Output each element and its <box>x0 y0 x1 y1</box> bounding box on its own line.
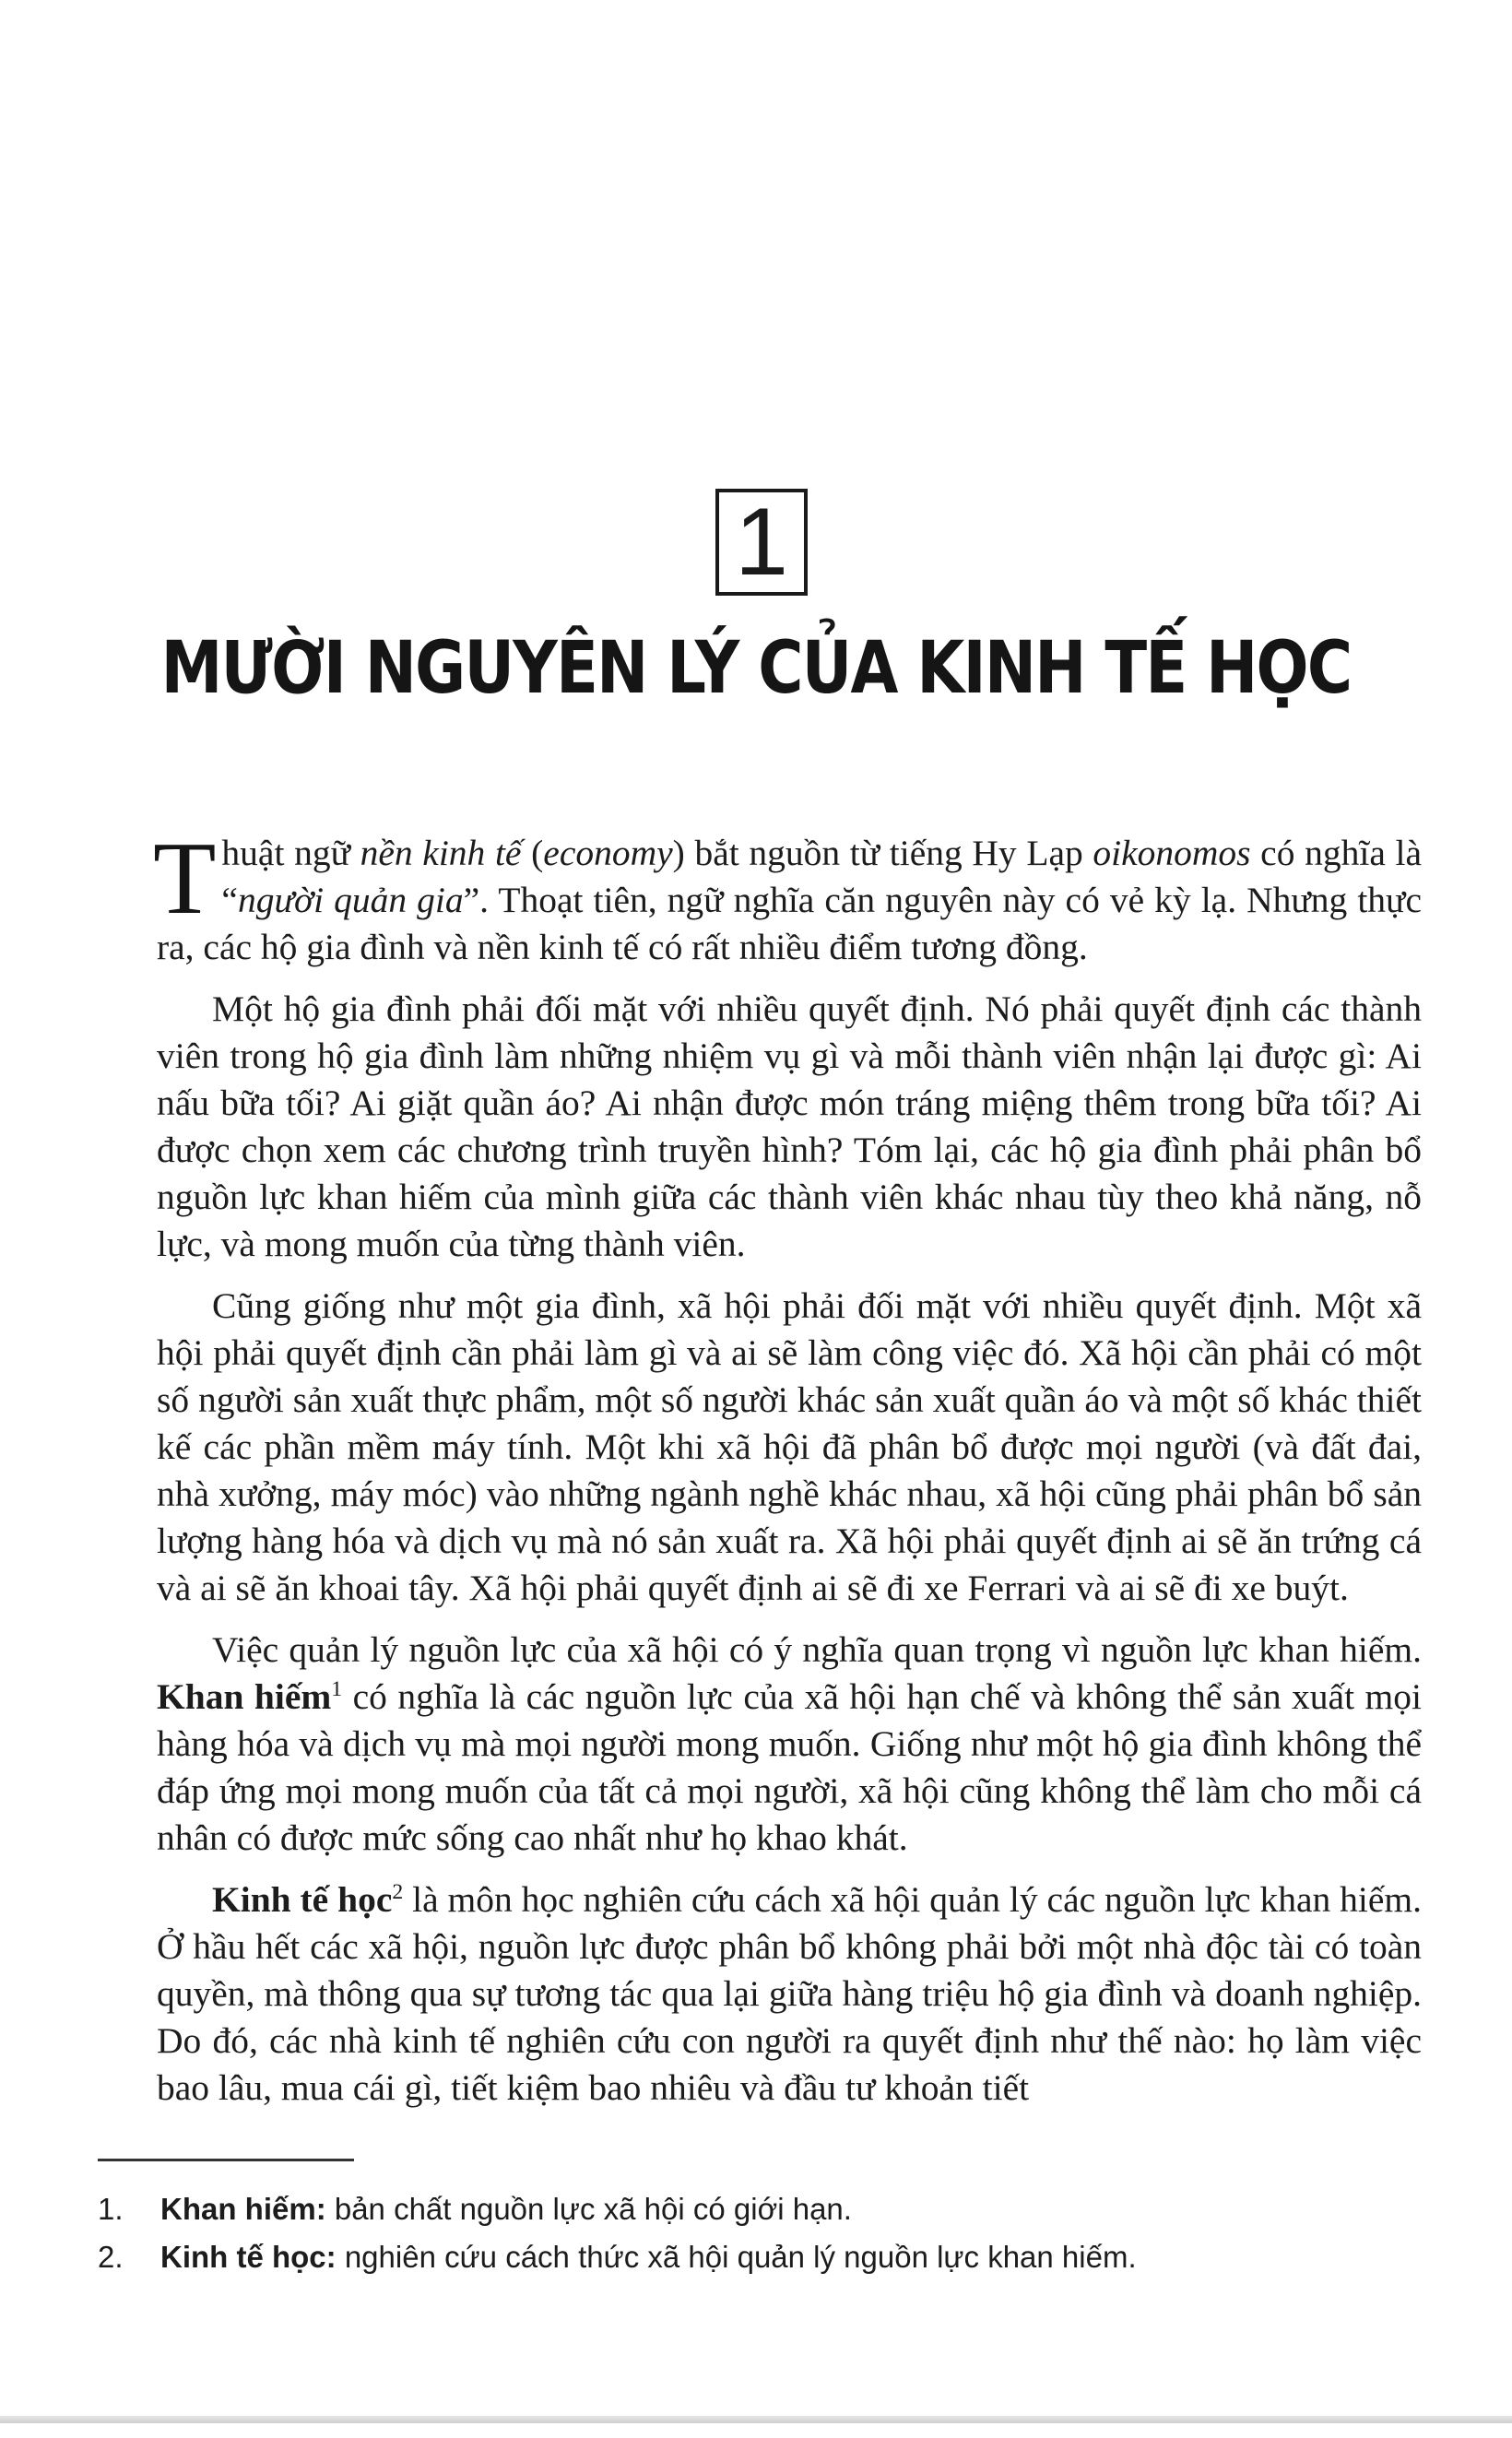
key-term-economics: Kinh tế học <box>212 1879 393 1920</box>
paragraph-5 <box>157 1876 1422 2112</box>
paragraph-4 <box>157 1627 1422 1862</box>
footnote-2 <box>98 2233 1425 2281</box>
footnote-divider <box>98 2159 354 2161</box>
footnote-text: nghiên cứu cách thức xã hội quản lý nguồn lực khan hiếm. <box>336 2240 1137 2274</box>
text-run: có nghĩa là các nguồn lực của xã hội hạn chế và không thể sản xuất mọi hàng hóa và dịch vụ mà mọi người mong muốn. Giống như một hộ gia đình không thể đáp ứng mọi mong muốn của tất cả mọi người, xã hội cũng không thể làm cho mỗi cá nhân có được mức sống cao nhất như họ khao khát. <box>157 1676 1422 1858</box>
footnote-ref-2[interactable]: 2 <box>392 1879 404 1904</box>
text-run: ( <box>521 833 544 873</box>
text-run: là môn học nghiên cứu cách xã hội quản lý các nguồn lực khan hiếm. Ở hầu hết các xã hội, nguồn lực được phân bổ không phải bởi một nhà độc tài có toàn quyền, mà thông qua sự tương tác qua lại giữa hàng triệu hộ gia đình và doanh nghiệp. Do đó, các nhà kinh tế nghiên cứu con người ra quyết định như thế nào: họ làm việc bao lâu, mua cái gì, tiết kiệm bao nhiêu và đầu tư khoản tiết <box>157 1879 1423 2108</box>
footnote-text: bản chất nguồn lực xã hội có giới hạn. <box>325 2192 852 2226</box>
chapter-title: MƯỜI NGUYÊN LÝ CỦA KINH TẾ HỌC <box>160 627 1352 710</box>
footnote-term: Khan hiếm: <box>160 2192 326 2226</box>
paragraph-3: Cũng giống như một gia đình, xã hội phải đối mặt với nhiều quyết định. Một xã hội phải quyết định cần phải làm gì và ai sẽ làm công việc đó. Xã hội cần phải có một số người sản xuất thực phẩm, một số người khác sản xuất quần áo và một số khác thiết kế các phần mềm máy tính. Một khi xã hội đã phân bổ được mọi người (và đất đai, nhà xưởng, máy móc) vào những ngành nghề khác nhau, xã hội cũng phải phân bổ sản lượng hàng hóa và dịch vụ mà nó sản xuất ra. Xã hội phải quyết định ai sẽ ăn trứng cá và ai sẽ ăn khoai tây. Xã hội phải quyết định ai sẽ đi xe Ferrari và ai sẽ đi xe buýt. <box>157 1285 1422 1608</box>
footnote-term: Kinh tế học: <box>160 2240 337 2274</box>
footnote-number: 2. <box>98 2240 124 2274</box>
term-italic: nền kinh tế <box>360 833 522 873</box>
footnote-number: 1. <box>98 2192 124 2226</box>
page-bottom-edge <box>0 2416 1512 2423</box>
drop-cap: T <box>153 822 217 936</box>
paragraph-2: Một hộ gia đình phải đối mặt với nhiều quyết định. Nó phải quyết định các thành viên trong hộ gia đình làm những nhiệm vụ gì và mỗi thành viên nhận lại được gì: Ai nấu bữa tối? Ai giặt quần áo? Ai nhận được món tráng miệng thêm trong bữa tối? Ai được chọn xem các chương trình truyền hình? Tóm lại, các hộ gia đình phải phân bổ nguồn lực khan hiếm của mình giữa các thành viên khác nhau tùy theo khả năng, nỗ lực, và mong muốn của từng thành viên. <box>157 988 1422 1264</box>
term-italic: economy <box>543 833 673 873</box>
key-term-scarcity: Khan hiếm <box>157 1676 332 1717</box>
text-run: Việc quản lý nguồn lực của xã hội có ý nghĩa quan trọng vì nguồn lực khan hiếm. <box>212 1629 1422 1670</box>
term-italic: người quản gia <box>237 880 464 920</box>
paragraph-1 <box>153 822 1423 971</box>
term-italic: oikonomos <box>1093 833 1251 873</box>
chapter-number-box: 1 <box>715 489 808 596</box>
text-run: ”. Thoạt tiên, ngữ nghĩa căn nguyên này có vẻ kỳ lạ. Nhưng thực ra, các hộ gia đình và nền kinh tế có rất nhiều điểm tương đồng. <box>157 880 1422 967</box>
footnote-ref-1[interactable]: 1 <box>331 1676 343 1701</box>
text-run: có nghĩa là “ <box>221 833 1423 920</box>
footnotes <box>98 2185 1425 2281</box>
text-run: huật ngữ <box>221 833 360 873</box>
text-run: ) bắt nguồn từ tiếng Hy Lạp <box>672 833 1093 873</box>
body-text <box>153 822 1423 2126</box>
footnote-1 <box>98 2185 1425 2233</box>
